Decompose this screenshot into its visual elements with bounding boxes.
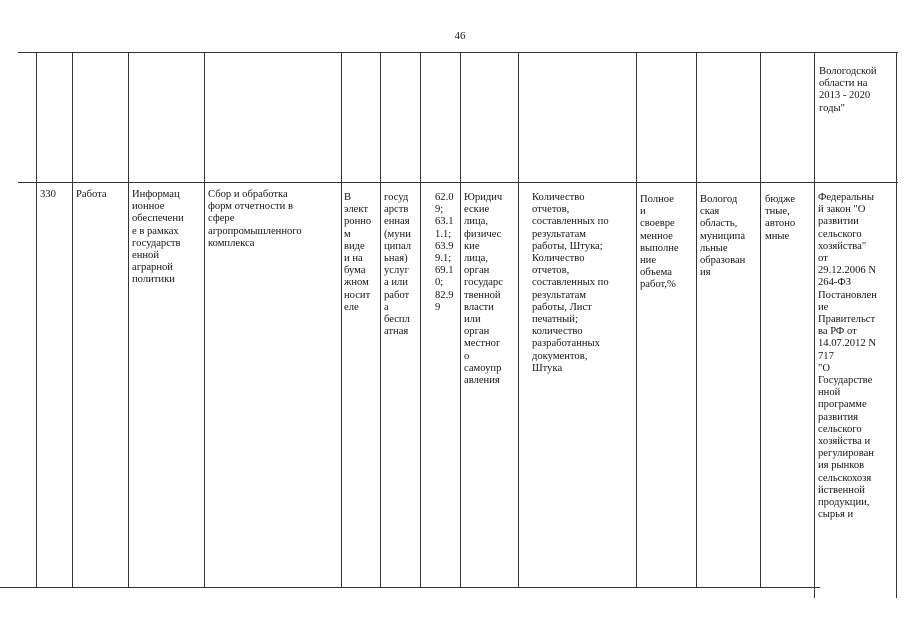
row-name: Сбор и обработка форм отчетности в сфере агропромышленного комплекса: [208, 189, 302, 249]
row-number: 330: [40, 189, 56, 200]
col-divider-5: [341, 52, 342, 588]
col-divider-4: [204, 52, 205, 588]
col-divider-2: [72, 52, 73, 588]
col-divider-11: [696, 52, 697, 588]
row-legal-basis: Федеральны й закон "О развитии сельского хозяйства" от 29.12.2006 N 264-ФЗ Постановлен ие Правительст ва РФ от 14.07.2012 N 717 "О Государстве нной программе развития сельского хозяйства и регулирован ия рынков сельскохозя йственной продукции, сырья и: [818, 192, 877, 521]
col-divider-12: [760, 52, 761, 588]
col-divider-10: [636, 52, 637, 588]
col-divider-8: [460, 52, 461, 588]
col-divider-13: [814, 52, 815, 598]
row-territory: Вологод ская область, муниципа льные образован ия: [700, 194, 746, 279]
legal-basis-continuation: Вологодской области на 2013 - 2020 годы": [819, 66, 877, 114]
col-divider-1: [36, 52, 37, 588]
col-divider-3: [128, 52, 129, 588]
row-consumers: Юридич еские лица, физичес кие лица, орган государс твенной власти или орган местног о самоупр авления: [464, 192, 503, 387]
col-divider-9: [518, 52, 519, 588]
row-institution-type: бюдже тные, автоно мные: [765, 194, 796, 242]
row-type: Работа: [76, 189, 107, 200]
table-bottom-border: [0, 587, 820, 588]
row-volume-indicators: Количество отчетов, составленных по результатам работы, Штука; Количество отчетов, составленных по результатам работы, Лист печатный; количество разработанных документов, Штука: [532, 192, 609, 374]
page-number: 46: [454, 30, 466, 42]
table-top-border: [18, 52, 898, 53]
row-okved: 62.0 9; 63.1 1.1; 63.9 9.1; 69.1 0; 82.9 9: [435, 192, 454, 313]
col-divider-7: [420, 52, 421, 588]
col-divider-6: [380, 52, 381, 588]
services-table: [0, 52, 905, 600]
row-form: В элект ронно м виде и на бума жном носит еле: [344, 192, 372, 313]
row-separator: [18, 182, 898, 183]
row-quality-indicators: Полное и своевре менное выполне ние объема работ,%: [640, 194, 679, 291]
row-payment: госуд арств енная (муни ципал ьная) услуг а или работ а беспл атная: [384, 192, 412, 338]
row-area: Информац ионное обеспечени е в рамках государств енной аграрной политики: [132, 189, 184, 286]
